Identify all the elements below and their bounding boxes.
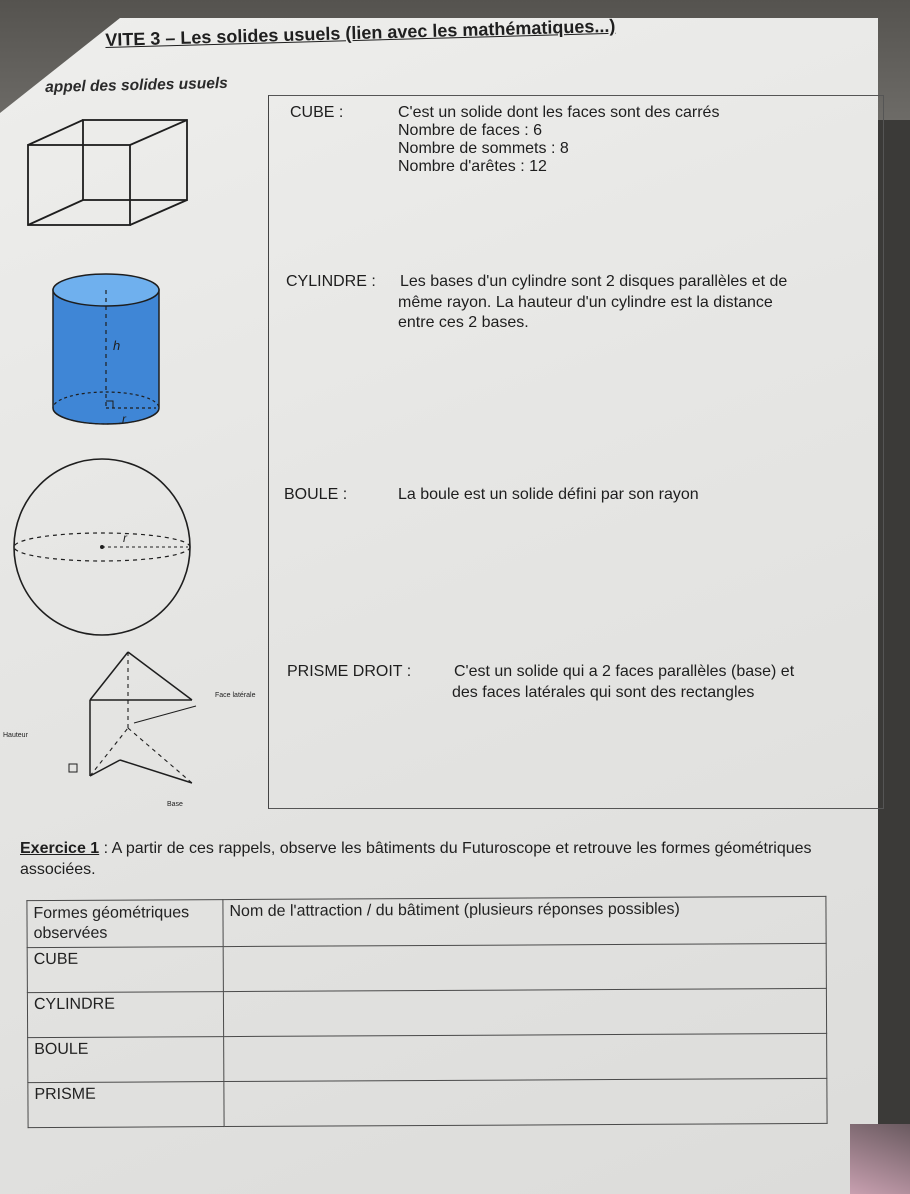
prism-line-2: des faces latérales qui sont des rectangles xyxy=(452,684,755,701)
section-subtitle: appel des solides usuels xyxy=(45,74,228,96)
cylinder-height-label: h xyxy=(113,338,121,353)
table-row xyxy=(27,943,826,992)
cylinder-line-2: même rayon. La hauteur d'un cylindre est la distance xyxy=(398,294,773,311)
cylinder-name: CYLINDRE : xyxy=(286,273,376,290)
answer-table xyxy=(26,896,827,1128)
cube-name: CUBE : xyxy=(290,104,344,121)
shape-cell: CYLINDRE xyxy=(27,992,223,1038)
prism-base-label: Base xyxy=(167,801,183,808)
exercise-text: : A partir de ces rappels, observe les bâtiments du Futuroscope et retrouve les formes géométriques associées. xyxy=(20,840,812,878)
cube-vertices: Nombre de sommets : 8 xyxy=(398,140,569,157)
prism-height-label: Hauteur xyxy=(3,732,28,739)
sphere-figure xyxy=(10,455,195,640)
cylinder-radius-label: r xyxy=(122,412,126,426)
prism-name: PRISME DROIT : xyxy=(287,663,412,680)
shape-cell: PRISME xyxy=(28,1082,224,1128)
prism-face-label: Face latérale xyxy=(215,692,256,699)
prism-figure xyxy=(28,648,223,808)
table-row xyxy=(28,1078,827,1127)
sphere-radius-label: r xyxy=(123,531,127,545)
page-title: VITE 3 – Les solides usuels (lien avec les mathématiques...) xyxy=(105,15,616,50)
answer-cell[interactable] xyxy=(224,1078,827,1126)
cylinder-figure xyxy=(48,268,164,438)
exercise-instructions xyxy=(20,838,850,880)
sphere-description: La boule est un solide défini par son rayon xyxy=(398,486,699,503)
table-header-attractions: Nom de l'attraction / du bâtiment (plusieurs réponses possibles) xyxy=(223,896,826,946)
cube-edges: Nombre d'arêtes : 12 xyxy=(398,158,547,175)
sphere-name: BOULE : xyxy=(284,486,348,503)
cube-figure xyxy=(25,115,195,230)
table-row xyxy=(27,988,826,1037)
answer-cell[interactable] xyxy=(223,988,826,1036)
exercise-label: Exercice 1 xyxy=(20,840,100,857)
shape-cell: BOULE xyxy=(28,1037,224,1083)
table-header-shapes: Formes géométriques observées xyxy=(27,900,223,948)
background-object xyxy=(850,1124,910,1194)
answer-cell[interactable] xyxy=(224,1033,827,1081)
cube-faces: Nombre de faces : 6 xyxy=(398,122,543,139)
cylinder-line-1: Les bases d'un cylindre sont 2 disques parallèles et de xyxy=(400,273,788,290)
table-header-row xyxy=(27,896,826,947)
shape-cell: CUBE xyxy=(27,947,223,993)
cube-description: C'est un solide dont les faces sont des carrés xyxy=(398,104,720,121)
prism-line-1: C'est un solide qui a 2 faces parallèles (base) et xyxy=(454,663,795,680)
cylinder-line-3: entre ces 2 bases. xyxy=(398,314,529,331)
table-row xyxy=(28,1033,827,1082)
answer-cell[interactable] xyxy=(223,943,826,991)
